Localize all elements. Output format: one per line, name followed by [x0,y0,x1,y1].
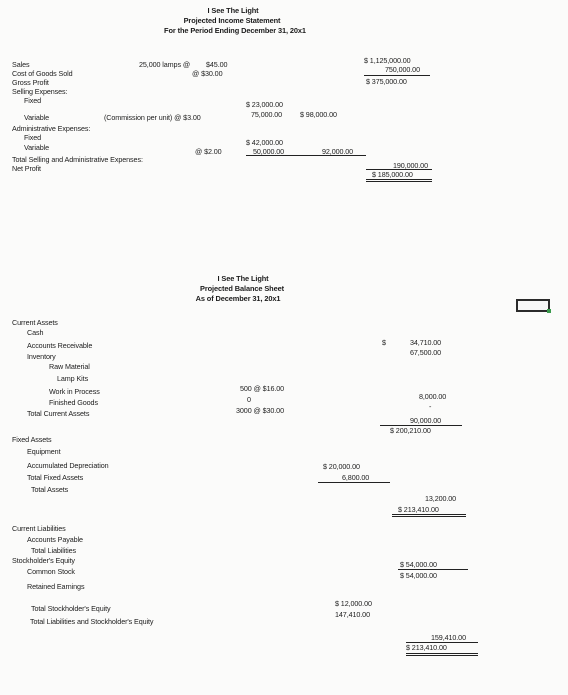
total-liabilities-label: Total Liabilities [31,546,77,555]
retained-earnings-amount-2: 147,410.00 [335,610,370,619]
ar-amount: 67,500.00 [410,348,442,357]
tlse-double-underline-1 [406,653,478,654]
depreciation-underline [318,482,390,483]
retained-earnings-amount-1: $ 12,000.00 [335,599,372,608]
lamp-kits-amount: 8,000.00 [419,392,447,401]
fixed-assets-label: Fixed Assets [12,435,52,444]
gross-profit-total: $ 375,000.00 [366,77,407,86]
income-statement-period: For the Period Ending December 31, 20x1 [164,26,306,35]
tlse-double-underline-2 [406,655,478,656]
equipment-label: Equipment [27,447,61,456]
finished-goods-quantity: 3000 @ $30.00 [236,406,284,415]
total-assets-double-underline-1 [392,514,466,515]
sales-label: Sales [12,60,30,69]
accounts-payable-label: Accounts Payable [27,535,83,544]
admin-variable-label: Variable [24,143,50,152]
total-sa-label: Total Selling and Administrative Expenses: [12,155,143,164]
wip-quantity: 0 [247,395,251,404]
total-current-assets-label: Total Current Assets [27,409,90,418]
net-profit-double-underline-1 [366,179,432,180]
admin-variable-amount: 50,000.00 [253,147,285,156]
lamp-kits-label: Lamp Kits [57,374,89,383]
total-assets-label: Total Assets [31,485,69,494]
selling-expenses-total: $ 98,000.00 [300,110,337,119]
admin-expenses-label: Administrative Expenses: [12,124,91,133]
net-profit-double-underline-2 [366,181,432,182]
total-fixed-assets-label: Total Fixed Assets [27,473,84,482]
raw-material-label: Raw Material [49,362,90,371]
cash-label: Cash [27,328,44,337]
total-stockholders-equity-label: Total Stockholder's Equity [31,604,111,613]
cogs-label: Cost of Goods Sold [12,69,73,78]
accumulated-depreciation-amount: 6,800.00 [342,473,370,482]
total-current-assets-amount: $ 200,210.00 [390,426,431,435]
admin-fixed-label: Fixed [24,133,42,142]
stockholders-equity-label: Stockholder's Equity [12,556,75,565]
total-fixed-assets-amount: 13,200.00 [425,494,457,503]
admin-variable-rate: @ $2.00 [195,147,222,156]
sales-price: $45.00 [206,60,228,69]
cash-dollar-sign: $ [382,338,386,347]
net-profit-label: Net Profit [12,164,41,173]
total-stockholders-equity-amount: 159,410.00 [431,633,466,642]
current-liabilities-label: Current Liabilities [12,524,66,533]
cogs-rate: @ $30.00 [192,69,223,78]
wip-amount: - [429,402,432,411]
balance-sheet-date: As of December 31, 20x1 [195,294,281,303]
finished-goods-amount: 90,000.00 [410,416,442,425]
stockholders-equity-underline [398,569,468,570]
total-assets-double-underline-2 [392,516,466,517]
common-stock-amount: $ 54,000.00 [400,571,437,580]
selling-fixed-amount: $ 23,000.00 [246,100,283,109]
income-statement-title: Projected Income Statement [183,16,281,25]
admin-expenses-total: 92,000.00 [322,147,354,156]
total-liabilities-equity-label: Total Liabilities and Stockholder's Equity [30,617,154,626]
selling-expenses-label: Selling Expenses: [12,87,68,96]
net-profit-amount: $ 185,000.00 [372,170,413,179]
total-liabilities-equity-amount: $ 213,410.00 [406,643,447,652]
wip-label: Work in Process [49,387,100,396]
selection-box [516,299,550,312]
common-stock-label: Common Stock [27,567,75,576]
stockholders-equity-amount: $ 54,000.00 [400,560,437,569]
balance-sheet-title: Projected Balance Sheet [200,284,284,293]
inventory-label: Inventory [27,352,56,361]
total-assets-amount: $ 213,410.00 [398,505,439,514]
cash-amount: 34,710.00 [410,338,442,347]
cogs-total: 750,000.00 [385,65,420,74]
selling-variable-label: Variable [24,113,50,122]
sales-total: $ 1,125,000.00 [364,56,411,65]
cogs-underline [364,75,430,76]
total-sa-amount: 190,000.00 [393,161,428,170]
accumulated-depreciation-label: Accumulated Depreciation [27,461,109,470]
income-company-name: I See The Light [207,6,259,15]
admin-underline [246,155,366,156]
sales-quantity: 25,000 lamps @ [139,60,191,69]
finished-goods-label: Finished Goods [49,398,98,407]
selling-fixed-label: Fixed [24,96,42,105]
lamp-kits-quantity: 500 @ $16.00 [240,384,285,393]
selling-variable-amount: 75,000.00 [251,110,283,119]
selling-variable-note: (Commission per unit) @ $3.00 [104,113,201,122]
retained-earnings-label: Retained Earnings [27,582,85,591]
balance-company-name: I See The Light [217,274,269,283]
ar-label: Accounts Receivable [27,341,93,350]
current-assets-label: Current Assets [12,318,58,327]
gross-profit-label: Gross Profit [12,78,49,87]
equipment-amount: $ 20,000.00 [323,462,360,471]
admin-fixed-amount: $ 42,000.00 [246,138,283,147]
